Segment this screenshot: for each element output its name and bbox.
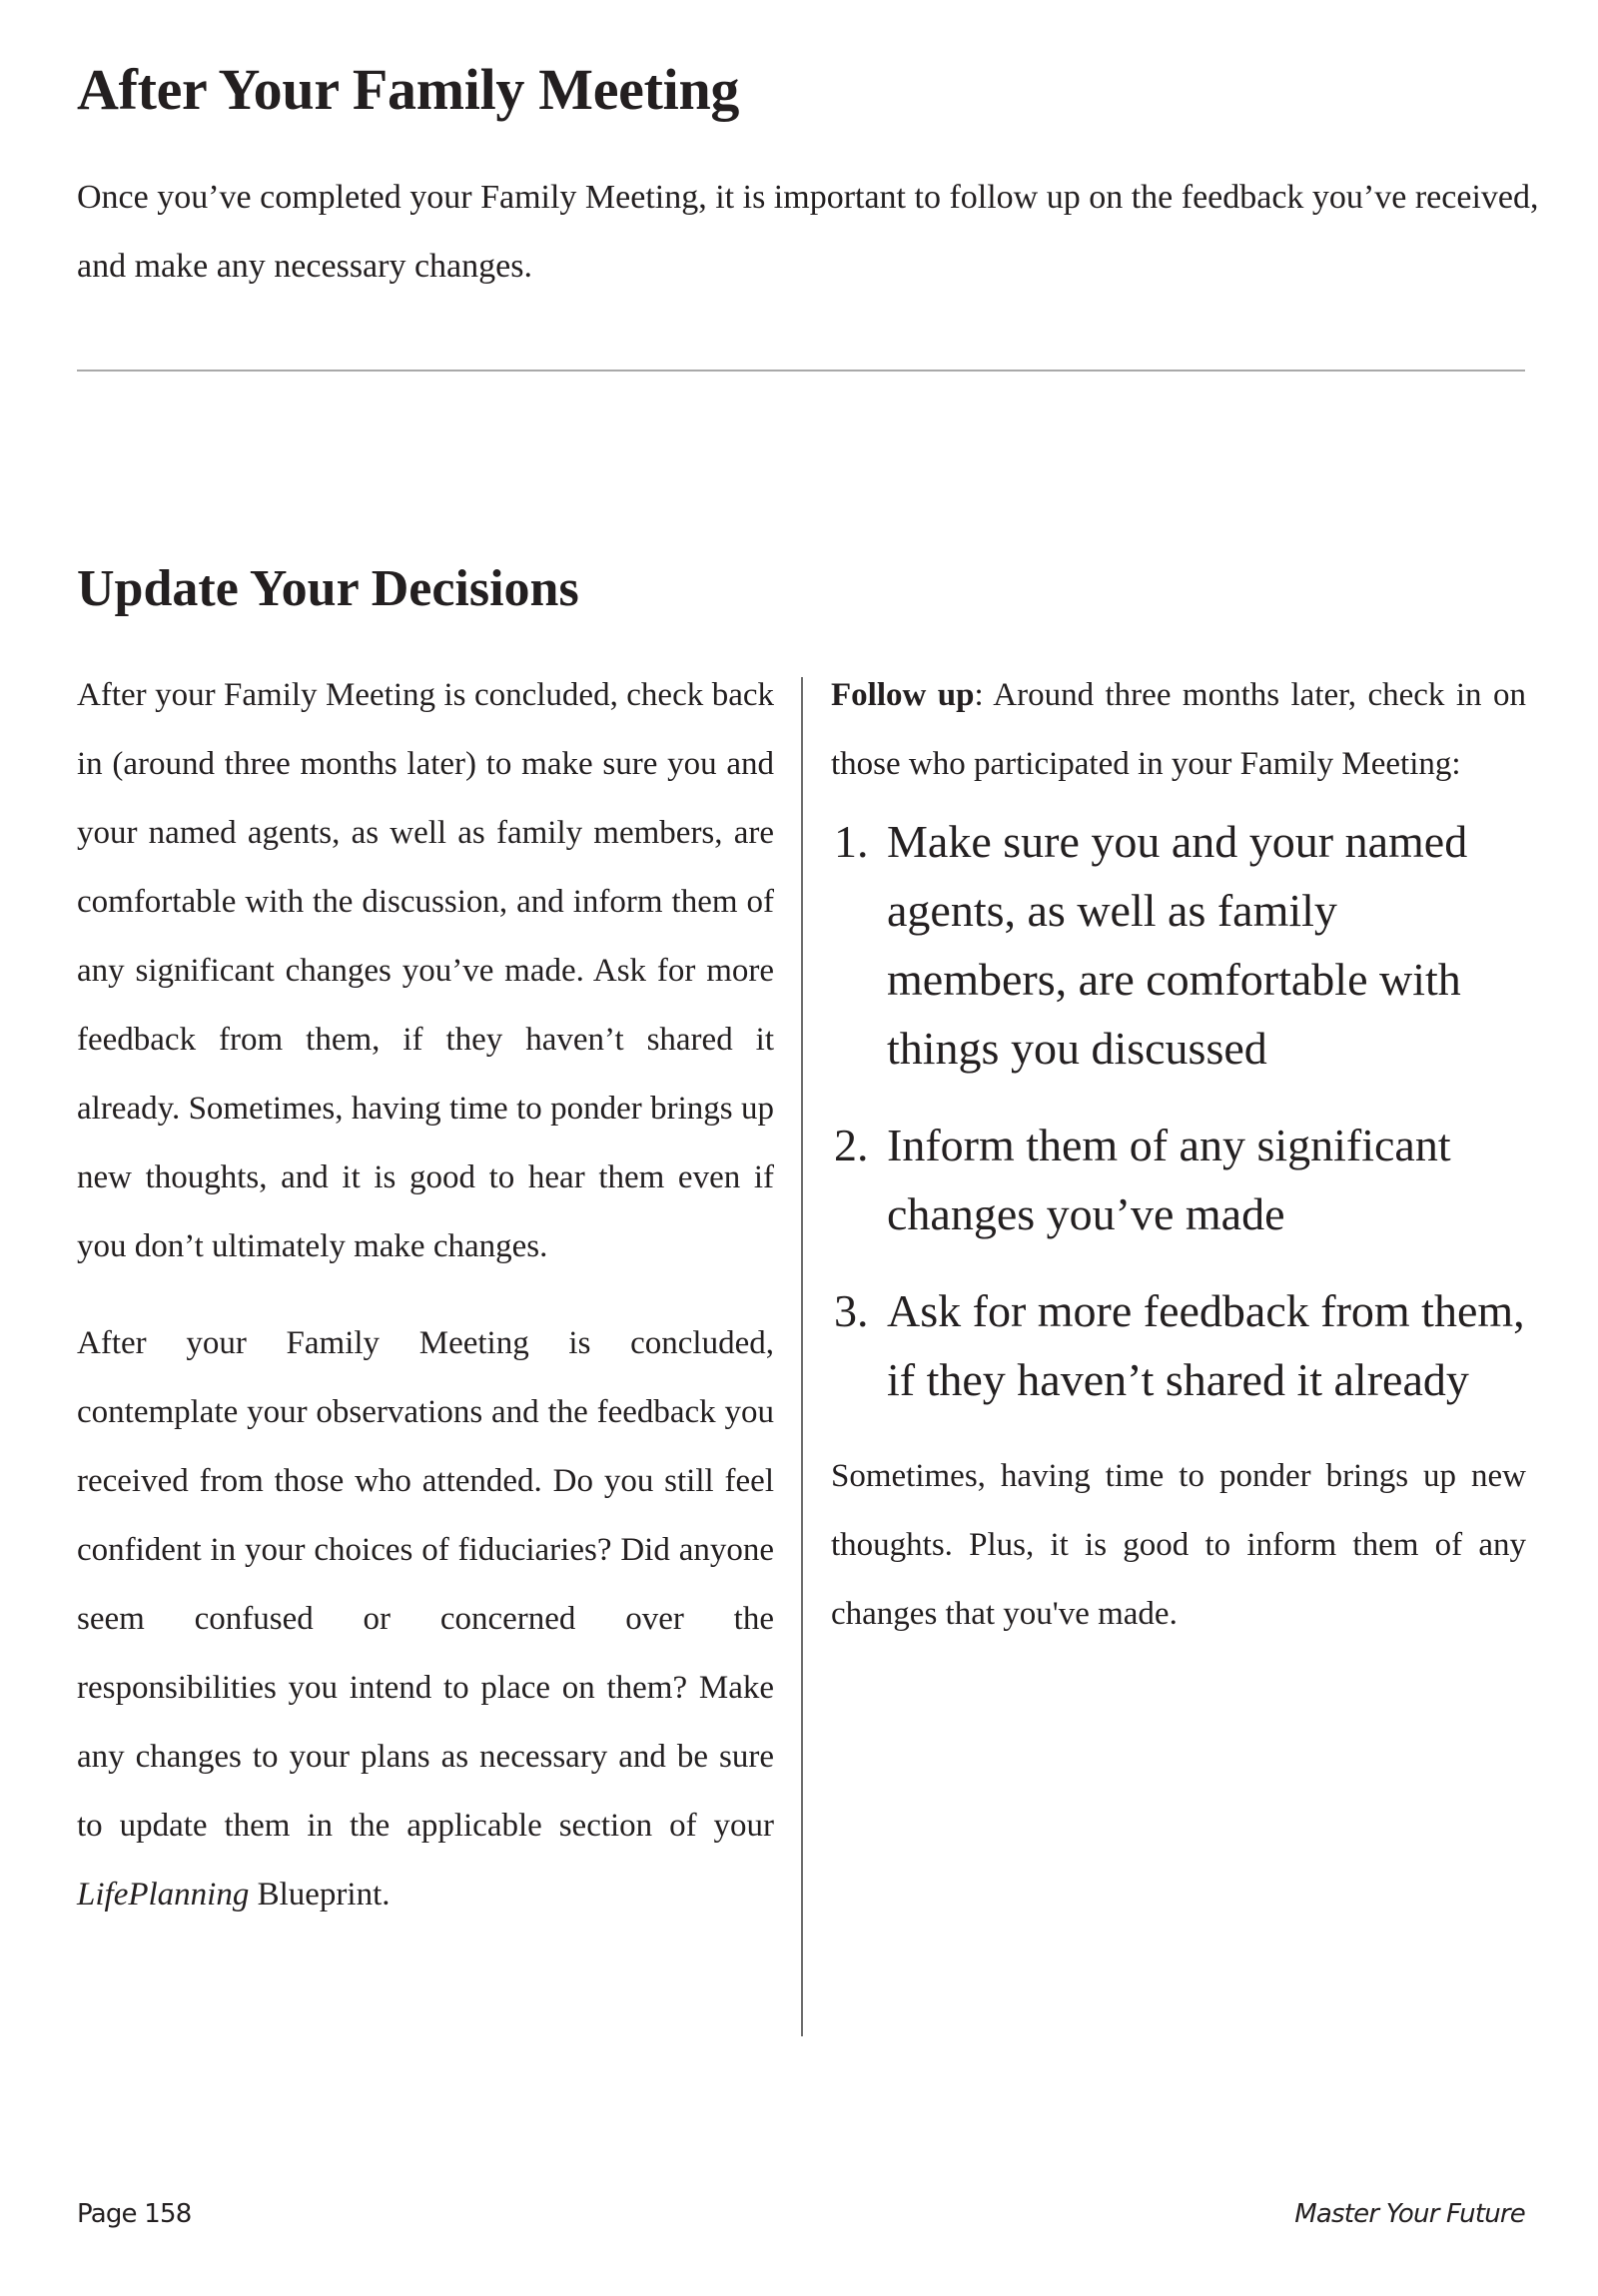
left-column (77, 661, 774, 1957)
step-text: Ask for more feedback from them, if they haven’t shared it already (887, 1285, 1525, 1405)
step-number: 1. (834, 816, 869, 867)
follow-up-steps (831, 807, 1526, 1414)
column-divider (801, 677, 803, 2036)
step-item (831, 1276, 1526, 1414)
intro-paragraph: Once you’ve completed your Family Meeting, it is important to follow up on the feedback you’ve received, and make any necessary changes. (77, 179, 1539, 285)
step-number: 3. (834, 1285, 869, 1336)
page-title: After Your Family Meeting (77, 57, 740, 122)
left-paragraph-2 (77, 1309, 774, 1929)
step-item (831, 1111, 1526, 1248)
right-column (831, 661, 1526, 1649)
step-item (831, 807, 1526, 1083)
page-number: Page 158 (77, 2199, 192, 2229)
left-paragraph-1: After your Family Meeting is concluded, check back in (around three months later) to make sure you and your named agents, as well as family members, are comfortable with the discussion, and inform them of any significant changes you’ve made. Ask for more feedback from them, if they haven’t shared it already. Sometimes, having time to ponder brings up new thoughts, and it is good to hear them even if you don’t ultimately make changes. (77, 677, 774, 1264)
left-paragraph-2-end: Blueprint. (249, 1877, 391, 1913)
step-number: 2. (834, 1120, 869, 1170)
section-title: Update Your Decisions (77, 560, 579, 617)
step-text: Inform them of any significant changes you’ve made (887, 1120, 1451, 1239)
lifeplanning-italic: LifePlanning (77, 1877, 250, 1913)
section-divider (77, 370, 1525, 372)
follow-up-label: Follow up (831, 677, 975, 713)
closing-paragraph: Sometimes, having time to ponder brings up new thoughts. Plus, it is good to inform them of any changes that you've made. (831, 1458, 1526, 1632)
left-paragraph-2-text: After your Family Meeting is concluded, contemplate your observations and the feedback you received from those who attended. Do you still feel confident in your choices of fiduciaries? Did anyone seem confused or concerned over the responsibilities you intend to place on them? Make any changes to your plans as necessary and be sure to update them in the applicable section of your (77, 1325, 774, 1844)
follow-up-text: : Around three months later, check in on those who participated in your Family Meeting: (831, 677, 1526, 782)
step-text: Make sure you and your named agents, as well as family members, are comfortable with things you discussed (887, 816, 1468, 1074)
book-title: Master Your Future (1294, 2199, 1525, 2229)
follow-up-paragraph (831, 661, 1526, 799)
